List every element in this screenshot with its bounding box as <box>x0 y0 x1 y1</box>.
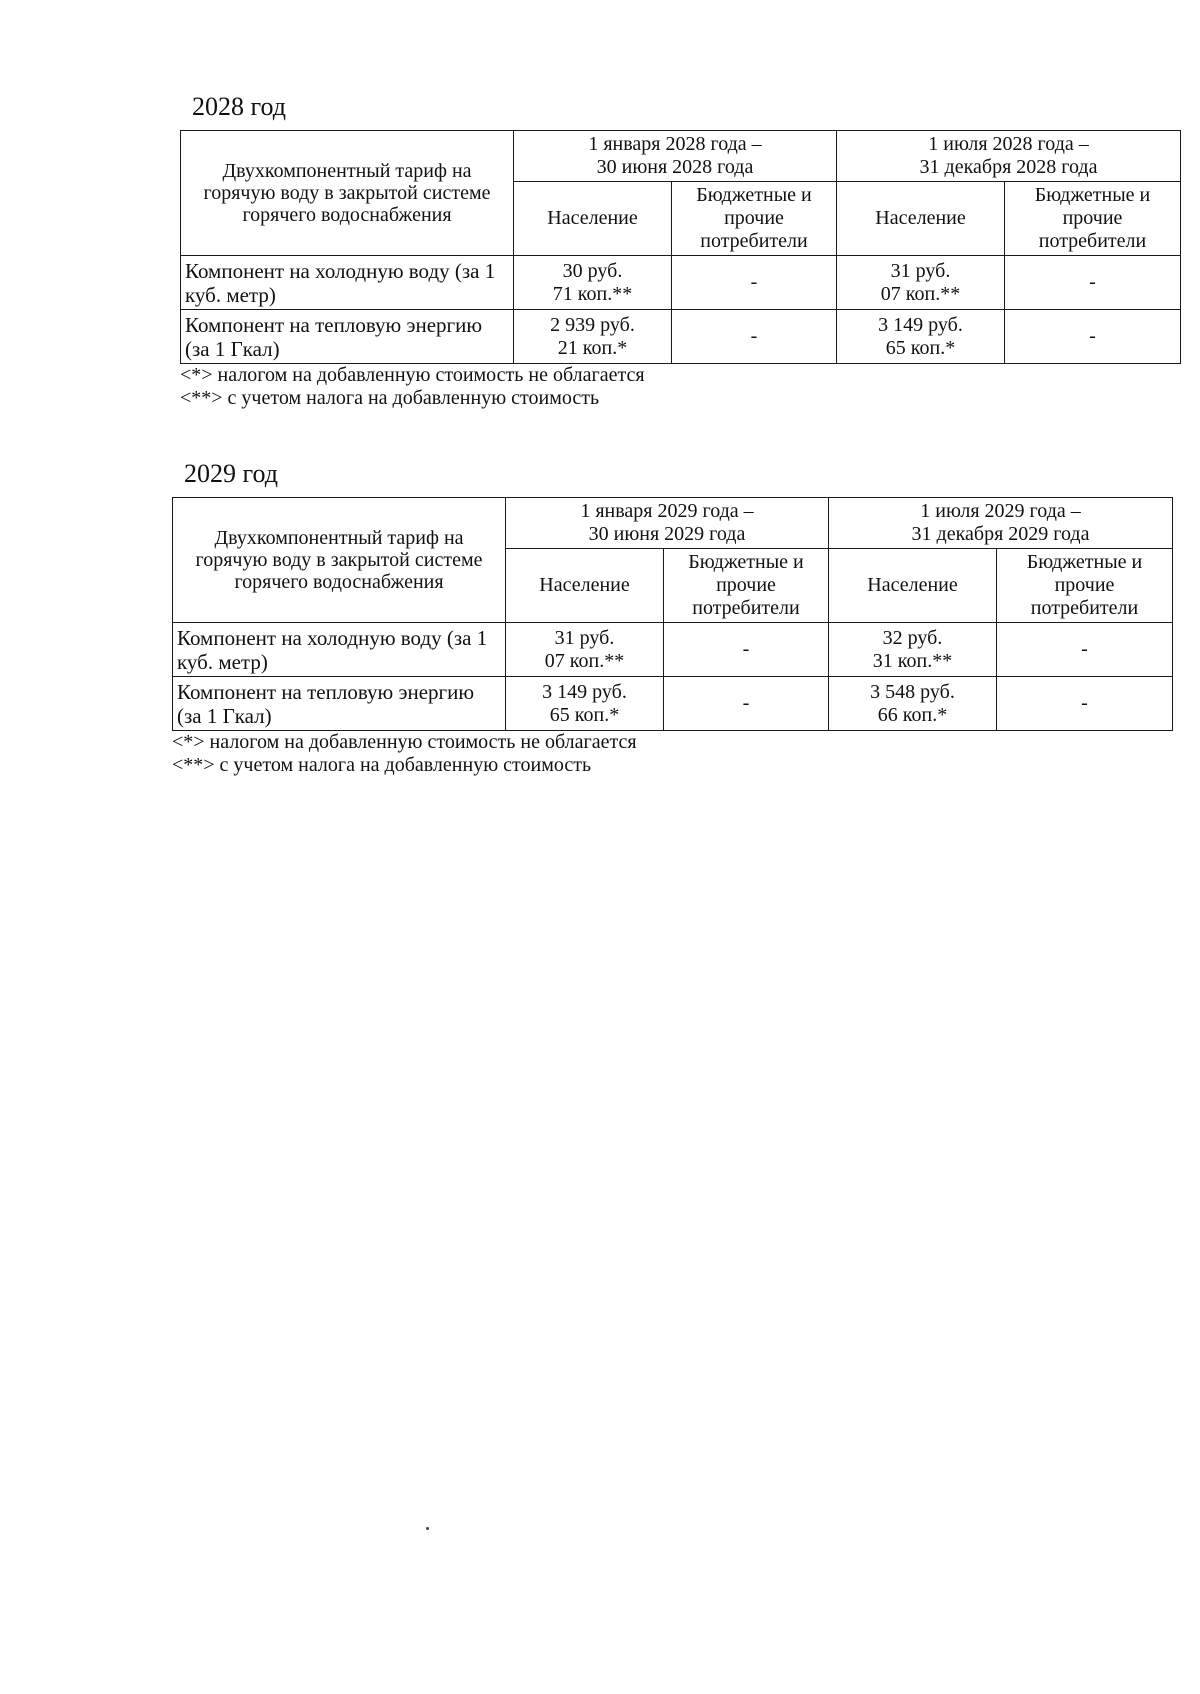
period-line: 30 июня 2028 года <box>596 156 754 178</box>
column-header-population: Население <box>837 182 1005 256</box>
column-header-population: Население <box>829 549 997 623</box>
period-line: 31 декабря 2028 года <box>919 156 1098 178</box>
tariff-section-2029 <box>172 459 1174 777</box>
period-line: 1 января 2028 года – <box>588 133 762 155</box>
footnote: <**> с учетом налога на добавленную стоимость <box>172 754 592 776</box>
tariff-value-cell <box>506 677 664 731</box>
tariff-value-cell <box>837 256 1005 310</box>
value-rub: 31 руб. <box>554 626 615 649</box>
value-rub: 32 руб. <box>882 626 943 649</box>
year-title: 2029 год <box>184 459 278 488</box>
footnote: <*> налогом на добавленную стоимость не облагается <box>172 731 637 753</box>
tariff-value-cell: - <box>997 677 1173 731</box>
value-kop: 71 коп.** <box>552 282 633 305</box>
footnote: <*> налогом на добавленную стоимость не облагается <box>180 364 645 386</box>
value-rub: 3 548 руб. <box>870 680 955 703</box>
column-header-budget: Бюджетные и прочие потребители <box>997 549 1173 623</box>
footnotes <box>172 731 1174 777</box>
column-header-budget: Бюджетные и прочие потребители <box>672 182 837 256</box>
table-row <box>173 623 1173 677</box>
year-title: 2028 год <box>192 92 286 121</box>
row-label: Компонент на холодную воду (за 1 куб. метр) <box>173 623 506 677</box>
value-rub: 2 939 руб. <box>550 313 635 336</box>
column-header-budget: Бюджетные и прочие потребители <box>664 549 829 623</box>
tariff-value-cell: - <box>672 310 837 364</box>
value-kop: 65 коп.* <box>549 703 620 726</box>
period-line: 30 июня 2029 года <box>588 523 746 545</box>
row-label: Компонент на тепловую энергию (за 1 Гкал) <box>173 677 506 731</box>
value-kop: 07 коп.** <box>544 649 625 672</box>
scan-dot <box>426 1527 429 1530</box>
period-header <box>514 131 837 182</box>
tariff-value-cell <box>829 677 997 731</box>
column-header-population: Население <box>514 182 672 256</box>
tariff-value-cell: - <box>1005 310 1181 364</box>
row-label: Компонент на холодную воду (за 1 куб. метр) <box>181 256 514 310</box>
tariff-header-description: Двухкомпонентный тариф на горячую воду в закрытой системе горячего водоснабжения <box>181 131 514 256</box>
column-header-population: Население <box>506 549 664 623</box>
value-rub: 30 руб. <box>562 259 623 282</box>
tariff-value-cell: - <box>664 623 829 677</box>
period-header <box>837 131 1181 182</box>
value-kop: 31 коп.** <box>872 649 953 672</box>
row-label: Компонент на тепловую энергию (за 1 Гкал) <box>181 310 514 364</box>
table-row <box>173 677 1173 731</box>
tariff-header-description: Двухкомпонентный тариф на горячую воду в закрытой системе горячего водоснабжения <box>173 498 506 623</box>
tariff-value-cell: - <box>672 256 837 310</box>
period-header <box>829 498 1173 549</box>
footnotes <box>180 364 1182 410</box>
value-kop: 65 коп.* <box>885 336 956 359</box>
period-line: 1 января 2029 года – <box>580 500 754 522</box>
period-line: 31 декабря 2029 года <box>911 523 1090 545</box>
tariff-value-cell: - <box>664 677 829 731</box>
tariff-table <box>172 497 1173 731</box>
tariff-value-cell: - <box>997 623 1173 677</box>
tariff-table <box>180 130 1181 364</box>
period-line: 1 июля 2029 года – <box>920 500 1081 522</box>
tariff-value-cell <box>837 310 1005 364</box>
tariff-value-cell <box>514 256 672 310</box>
table-row <box>181 310 1181 364</box>
footnote: <**> с учетом налога на добавленную стоимость <box>180 387 600 409</box>
column-header-budget: Бюджетные и прочие потребители <box>1005 182 1181 256</box>
period-header <box>506 498 829 549</box>
value-rub: 31 руб. <box>890 259 951 282</box>
table-row <box>181 256 1181 310</box>
tariff-value-cell <box>506 623 664 677</box>
value-rub: 3 149 руб. <box>542 680 627 703</box>
period-line: 1 июля 2028 года – <box>928 133 1089 155</box>
value-kop: 07 коп.** <box>880 282 961 305</box>
value-kop: 66 коп.* <box>877 703 948 726</box>
value-rub: 3 149 руб. <box>878 313 963 336</box>
tariff-value-cell <box>514 310 672 364</box>
tariff-section-2028 <box>180 92 1182 410</box>
value-kop: 21 коп.* <box>557 336 628 359</box>
tariff-value-cell <box>829 623 997 677</box>
tariff-value-cell: - <box>1005 256 1181 310</box>
